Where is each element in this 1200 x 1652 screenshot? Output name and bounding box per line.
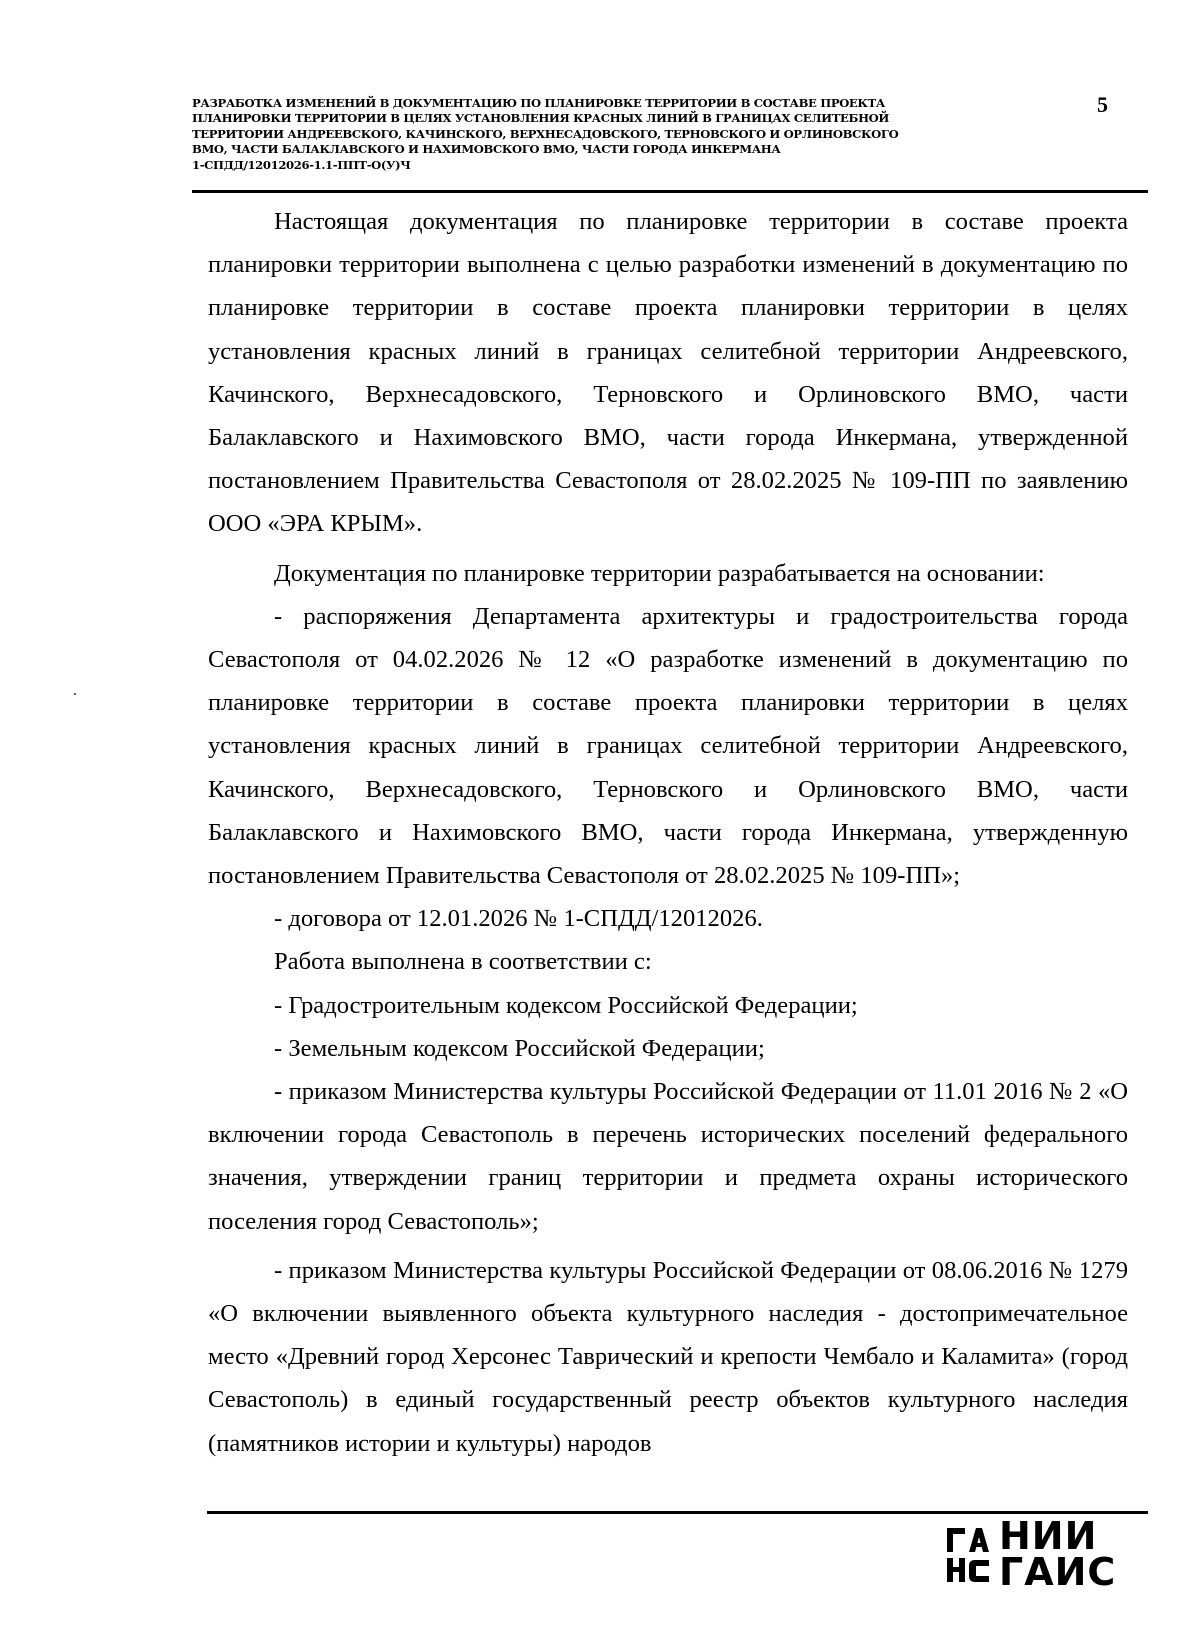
paragraph-6: - Градостроительным кодексом Российской Федерации; [274,991,858,1019]
paragraph-2: Документация по планировке территории разрабатывается на основании: [274,559,1045,587]
paragraph-4: - договора от 12.01.2026 № 1-СПДД/12012026. [274,905,763,933]
gans-logo-icon [945,1524,993,1588]
paragraph-7: - Земельным кодексом Российской Федерации; [274,1034,765,1062]
header-line-4: ВМО, ЧАСТИ БАЛАКЛАВСКОГО И НАХИМОВСКОГО ВМО, ЧАСТИ ГОРОДА ИНКЕРМАНА [192,142,781,157]
header-line-5: 1-СПДД/12012026-1.1-ППТ-О(У)Ч [192,157,411,172]
paragraph-3: - распоряжения Департамента архитектуры и градостроительства города Севастополя от 04.02.2026 № 12 «О разработке изменений в документацию по планировке территории в составе проекта планировки территории в целях установления красных линий в границах селитебной территории Андреевского, Качинского, Верхнесадовского, Терновского и Орлиновского ВМО, части Балаклавского и Нахимовского ВМО, части города Инкермана, утвержденную постановлением Правительства Севастополя от 28.02.2025 № 109-ПП»; [208,602,1128,890]
header-rule [192,190,1148,193]
header-line-3: ТЕРРИТОРИИ АНДРЕЕВСКОГО, КАЧИНСКОГО, ВЕРХНЕСАДОВСКОГО, ТЕРНОВСКОГО И ОРЛИНОВСКОГО [192,126,899,141]
header-line-2: ПЛАНИРОВКИ ТЕРРИТОРИИ В ЦЕЛЯХ УСТАНОВЛЕНИЯ КРАСНЫХ ЛИНИЙ В ГРАНИЦАХ СЕЛИТЕБНОЙ [192,111,890,126]
page-number: 5 [1097,92,1108,117]
logo-line-2: ГАИС [999,1550,1117,1594]
scan-speck [74,693,76,695]
paragraph-1: Настоящая документация по планировке территории в составе проекта планировки территории выполнена с целью разработки изменений в документацию по планировке территории в составе проекта планировки территории в целях установления красных линий в границах селитебной территории Андреевского, Качинского, Верхнесадовского, Терновского и Орлиновского ВМО, части Балаклавского и Нахимовского ВМО, части города Инкермана, утвержденной постановлением Правительства Севастополя от 28.02.2025 № 109-ПП по заявлению ООО «ЭРА КРЫМ». [208,208,1128,538]
nii-gais-logo [945,1514,1135,1598]
document-body [208,200,1128,1465]
document-header [192,96,1052,173]
header-line-1: РАЗРАБОТКА ИЗМЕНЕНИЙ В ДОКУМЕНТАЦИЮ ПО ПЛАНИРОВКЕ ТЕРРИТОРИИ В СОСТАВЕ ПРОЕКТА [192,96,885,110]
paragraph-9: - приказом Министерства культуры Российской Федерации от 08.06.2016 № 1279 «О включении выявленного объекта культурного наследия - достопримечательное место «Древний город Херсонес Таврический и крепости Чембало и Каламита» (город Севастополь) в единый государственный реестр объектов культурного наследия (памятников истории и культуры) народов [208,1256,1128,1457]
logo-line-1: НИИ [999,1514,1098,1558]
paragraph-5: Работа выполнена в соответствии с: [274,948,652,976]
paragraph-8: - приказом Министерства культуры Российской Федерации от 11.01 2016 № 2 «О включении города Севастополь в перечень исторических поселений федерального значения, утверждении границ территории и предмета охраны исторического поселения город Севастополь»; [208,1078,1128,1235]
logo-wordmark [999,1514,1117,1594]
